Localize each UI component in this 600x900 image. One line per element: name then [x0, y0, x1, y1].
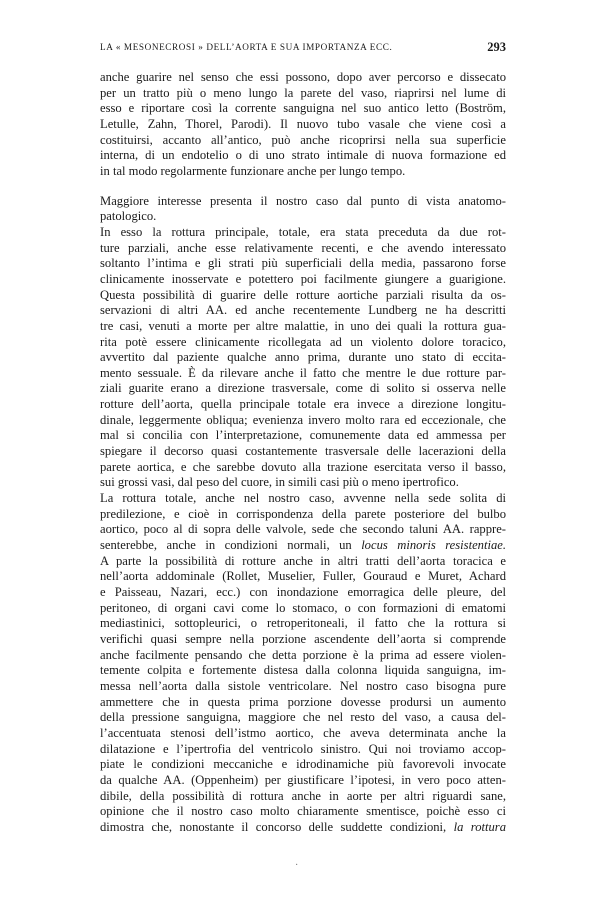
- text-line: mento sessuale. È da rilevare anche il fatto che mentre le due rotture par-: [100, 365, 506, 380]
- text-line: avvertito dal paziente qualche anno prima, durante uno stato di eccita-: [100, 350, 506, 365]
- paragraph-3: [100, 225, 506, 491]
- text-line: In esso la rottura principale, totale, era stata preceduta da due rot-: [100, 224, 506, 239]
- text-line: ziali guarite erano a direzione trasversale, come di solito si osserva nelle: [100, 381, 506, 396]
- text-line: La rottura totale, anche nel nostro caso, avvenne nella sede solita di: [100, 491, 506, 506]
- text-line: Letulle, Zahn, Thorel, Parodi). Il nuovo tubo vasale che viene così a: [100, 116, 506, 131]
- italic-phrase: la rottura: [453, 819, 506, 834]
- text-line: aortico, poco al di sopra delle valvole, sede che secondo taluni AA. rappre-: [100, 522, 506, 537]
- text-line: mediastinici, sottopleurici, o retroperitoneali, il fatto che la rottura si: [100, 616, 506, 631]
- text-fragment: senterebbe, anche in condizioni normali, un: [100, 538, 362, 553]
- text-line: verifichi quasi sempre nella porzione ascendente dell’aorta si comprende: [100, 631, 506, 646]
- text-line: anche facilmente pensando che detta porzione è la prima ad essere violen-: [100, 647, 506, 662]
- text-line: [100, 820, 506, 836]
- text-line: costituirsi, accanto all’antico, può anche ricoprirsi nella sua superficie: [100, 132, 506, 147]
- text-line: temente colpita e fortemente distesa dalla colonna liquida sanguigna, im-: [100, 663, 506, 678]
- paragraph-1: [100, 70, 506, 180]
- text-line: rotture dell’aorta, quella principale totale era invece a direzione longitu-: [100, 397, 506, 412]
- running-head-title: LA « MESONECROSI » DELL’AORTA E SUA IMPORTANZA ECC.: [100, 42, 393, 52]
- italic-phrase: locus minoris resistentiae.: [361, 538, 506, 553]
- text-line: ammettere che in questa prima porzione dovesse prodursi un aumento: [100, 694, 506, 709]
- text-line: da qualche AA. (Oppenheim) per giustificare l’ipotesi, in vero poco atten-: [100, 772, 506, 787]
- text-line: [100, 538, 506, 554]
- page-number: 293: [487, 40, 506, 54]
- text-line: per un tratto più o meno lungo la parete del vaso, riaprirsi nel lume di: [100, 85, 506, 100]
- text-line: anche guarire nel senso che essi possono, dopo aver percorso e dissecato: [100, 70, 506, 84]
- text-line: Questa possibilità di guarire delle rotture aortiche parziali risulta da os-: [100, 287, 506, 302]
- text-line: l’accentuata stenosi dell’istmo aortico, che aveva determinata anche la: [100, 725, 506, 740]
- text-line: rita potè essere clinicamente ricollegata ad un violento dolore toracico,: [100, 334, 506, 349]
- body-text: [100, 70, 506, 836]
- text-line: predilezione, e cioè in corrispondenza della parete posteriore del bulbo: [100, 506, 506, 521]
- text-line: dibile, della possibilità di rottura anche in aorte per altri riguardi sane,: [100, 788, 506, 803]
- text-line: soltanto l’intima e gli strati più superficiali della media, passarono forse: [100, 256, 506, 271]
- text-line: tre casi, venuti a morte per altre malattie, in uno dei quali la rottura gua-: [100, 318, 506, 333]
- text-line: ture parziali, anche esse relativamente recenti, e che avendo interessato: [100, 240, 506, 255]
- text-line: piate le condizioni meccaniche e idrodinamiche più favorevoli invocate: [100, 757, 506, 772]
- text-fragment: dimostra che, nonostante il concorso delle suddette condizioni,: [100, 819, 454, 834]
- paragraph-4: [100, 491, 506, 835]
- text-line: A parte la possibilità di rotture anche in altri tratti dell’aorta toracica e: [100, 553, 506, 568]
- text-line: parete aortica, e che sarebbe dovuto alla trazione esercitata verso il basso,: [100, 459, 506, 474]
- text-line: e Paisseau, Nazari, ecc.) con inondazione emorragica delle pleure, del: [100, 585, 506, 599]
- text-line: messa nell’aorta dalla sistole ventricolare. Nel nostro caso bisogna pure: [100, 678, 506, 693]
- text-line: dinale, leggermente obliqua; evenienza invero molto rara ed eccezionale, che: [100, 412, 506, 427]
- text-line: mal si concilia con l’interpretazione, comunemente data ed ammessa per: [100, 428, 506, 443]
- page-mark: ·: [295, 860, 299, 871]
- text-line: clinicamente inosservate e potettero poi facilmente giungere a guarigione.: [100, 271, 506, 286]
- text-line: patologico.: [100, 209, 157, 224]
- text-line: opinione che il nostro caso molto chiaramente smentisce, poichè esso ci: [100, 804, 506, 819]
- text-line: Maggiore interesse presenta il nostro caso dal punto di vista anatomo-: [100, 193, 506, 208]
- text-line: spiegare il decorso quasi costantemente trasversale delle lacerazioni della: [100, 444, 506, 459]
- paragraph-2: [100, 194, 506, 225]
- text-line: nell’aorta addominale (Rollet, Muselier, Fuller, Gouraud e Muret, Achard: [100, 569, 506, 584]
- text-line: della pressione sanguigna, maggiore che nel resto del vaso, a causa del-: [100, 710, 506, 725]
- running-head: [100, 40, 506, 56]
- text-line: esso e riportare così la corrente sanguigna nel suo antico letto (Boström,: [100, 101, 506, 116]
- text-line: sui grossi vasi, dal peso del cuore, in simili casi più o meno ipertrofico.: [100, 475, 459, 490]
- text-line: dilatazione e l’ipertrofia del ventricolo sinistro. Qui noi troviamo accop-: [100, 741, 506, 756]
- text-line: peritoneo, di organi cavi come lo stomaco, o con formazioni di ematomi: [100, 600, 506, 615]
- text-line: servazioni di altri AA. ed anche recentemente Lundberg ne ha descritti: [100, 303, 506, 318]
- text-line: in tal modo regolarmente funzionare anche per lungo tempo.: [100, 163, 406, 178]
- text-line: interna, di un endotelio o di uno strato intimale di nuova formazione ed: [100, 148, 506, 163]
